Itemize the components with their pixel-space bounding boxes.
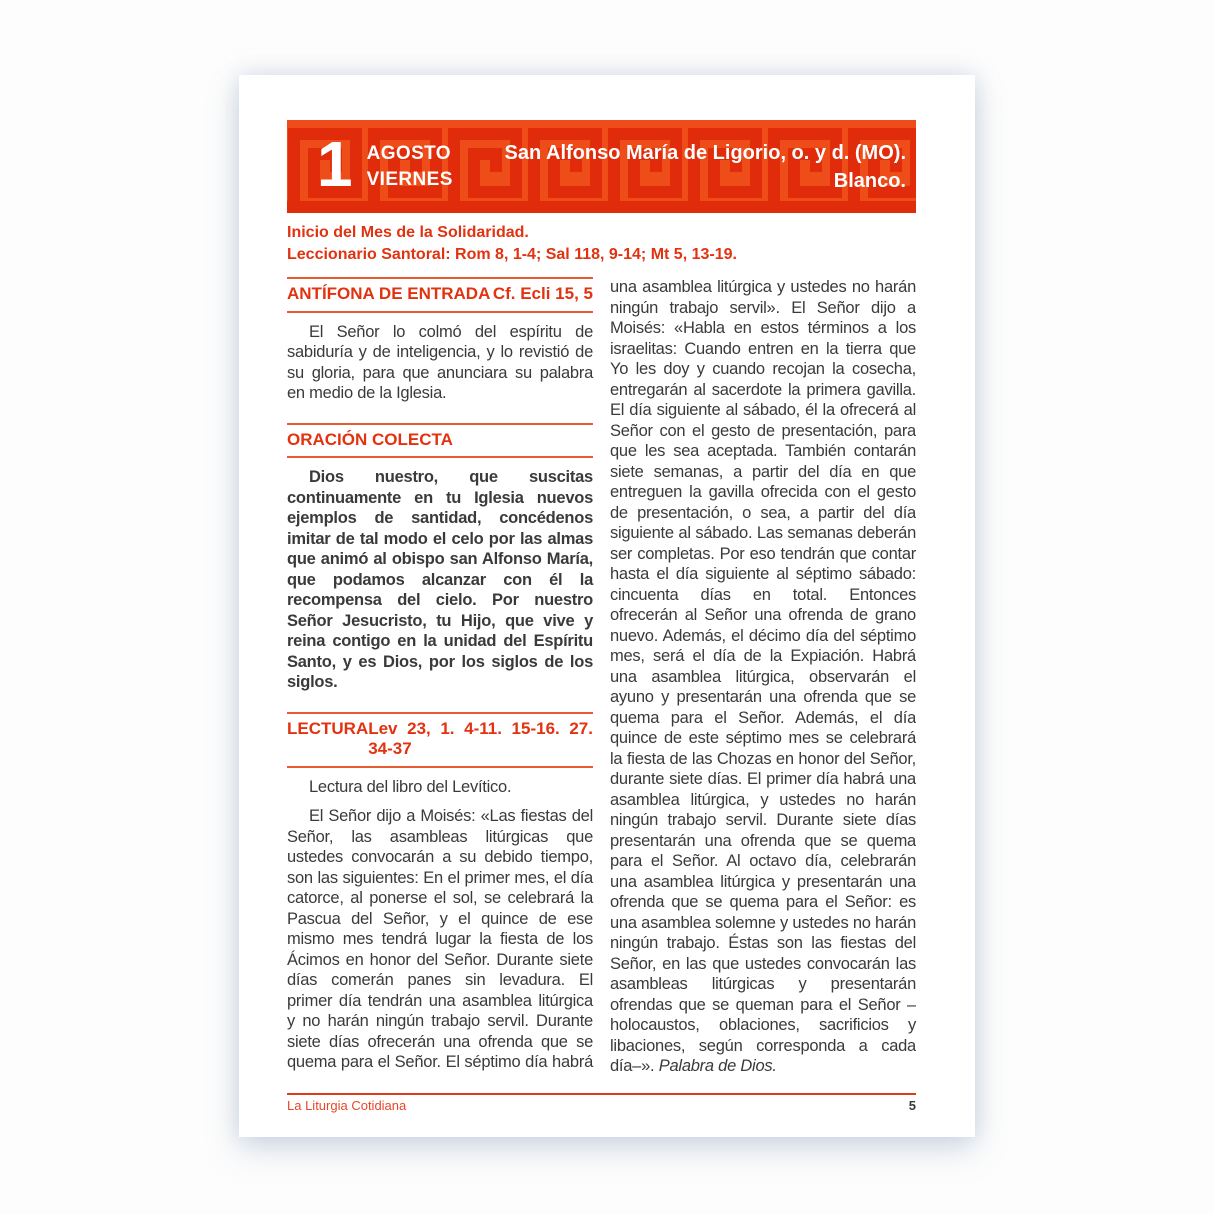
- celebration-line1: San Alfonso María de Ligorio, o. y d. (MO).: [504, 141, 906, 164]
- intro-line-leccionario: Leccionario Santoral: Rom 8, 1-4; Sal 118, 9-14; Mt 5, 13-19.: [287, 246, 737, 263]
- antifona-heading-label: ANTÍFONA DE ENTRADA: [287, 284, 491, 303]
- date-banner: [287, 120, 916, 213]
- page-footer: [287, 1093, 916, 1114]
- month-weekday: [367, 141, 453, 193]
- section-heading-antifona: [287, 277, 593, 313]
- oracion-body: Dios nuestro, que suscitas continuamente en tu Iglesia nuevos ejemplos de santidad, concédenos imitar de tal modo el celo por las almas que animó al obispo san Alfonso María, que podamos alcanzar con él la recompensa del cielo. Por nuestro Señor Jesucristo, tu Hijo, que vive y reina contigo en la unidad del Espíritu Santo, y es Dios, por los siglos de los siglos.: [287, 468, 593, 691]
- two-column-body: [287, 277, 916, 1079]
- lectura-heading-label: LECTURA: [287, 718, 369, 738]
- liturgy-page: [239, 75, 975, 1137]
- antifona-body: El Señor lo colmó del espíritu de sabiduría y de inteligencia, y lo revistió de su gloria, para que anunciara su palabra en medio de la Iglesia.: [287, 322, 593, 402]
- lectura-intro: Lectura del libro del Levítico.: [309, 777, 512, 796]
- section-heading-lectura: [287, 712, 593, 768]
- celebration-title: [505, 139, 917, 195]
- page-number: 5: [908, 1098, 916, 1113]
- day-number: 1: [317, 127, 351, 200]
- weekday-label: VIERNES: [366, 168, 453, 190]
- month-label: AGOSTO: [366, 142, 451, 164]
- antifona-reference: Cf. Ecli 15, 5: [492, 284, 593, 303]
- celebration-line2: Blanco.: [833, 169, 906, 192]
- intro-line-solidaridad: Inicio del Mes de la Solidaridad.: [287, 224, 529, 241]
- intro-notes: [287, 222, 916, 266]
- lectura-body-text: El Señor dijo a Moisés: «Las fiestas del Señor, las asambleas litúrgicas que ustedes convocarán a su debido tiempo, son las siguientes: En el primer mes, el día catorce, al ponerse el sol, se celebrará la Pascua del Señor, y el quince de ese mismo mes tendrá lugar la fiesta de los Ácimos en honor del Señor. Durante siete días comerán panes sin levadura. El primer día tendrán una asamblea litúrgica y no harán ningún trabajo servil. Durante siete días ofrecerán una ofrenda que se quema para el Señor. El séptimo día habrá una asamblea litúrgica y ustedes no harán ningún trabajo servil». El Señor dijo a Moisés: «Habla en estos términos a los israelitas: Cuando entren en la tierra que Yo les doy y cuando recojan la cosecha, entregarán al sacerdote la primera gavilla. El día siguiente al sábado, él la ofrecerá al Señor con el gesto de presentación, para que les sea aceptada. También contarán siete semanas, a partir del día en que entreguen la gavilla ofrecida con el gesto de presentación, o sea, a partir del día siguiente al sábado. Las semanas deberán ser completas. Por eso tendrán que contar hasta el día siguiente al séptimo sábado: cincuenta días en total. Entonces ofrecerán al Señor una ofrenda de grano nuevo. Además, el décimo día del séptimo mes, será el día de la Expiación. Habrá una asamblea litúrgica, observarán el ayuno y presentarán una ofrenda que se quema para el Señor. Además, el día quince de este séptimo mes se celebrará la fiesta de las Chozas en honor del Señor, durante siete días. El primer día habrá una asamblea litúrgica, y ustedes no harán ningún trabajo servil. Durante siete días presentarán una ofrenda que se quema para el Señor. Al octavo día, celebrarán una asamblea litúrgica y presentarán una ofrenda que se quema para el Señor: es una asamblea solemne y ustedes no harán ningún trabajo. Éstas son las fiestas del Señor, en las que ustedes convocarán las asambleas litúrgicas y presentarán ofrendas que se queman para el Señor –holocaustos, oblaciones, sacrificios y libaciones, según corresponda a cada día–».: [287, 278, 916, 1075]
- lectura-reference: Lev 23, 1. 4-11. 15-16. 27. 34-37: [368, 718, 593, 758]
- lectura-closing: Palabra de Dios.: [658, 1057, 777, 1075]
- book-title: La Liturgia Cotidiana: [287, 1098, 407, 1113]
- section-heading-oracion: [287, 423, 593, 459]
- oracion-heading-label: ORACIÓN COLECTA: [287, 429, 453, 449]
